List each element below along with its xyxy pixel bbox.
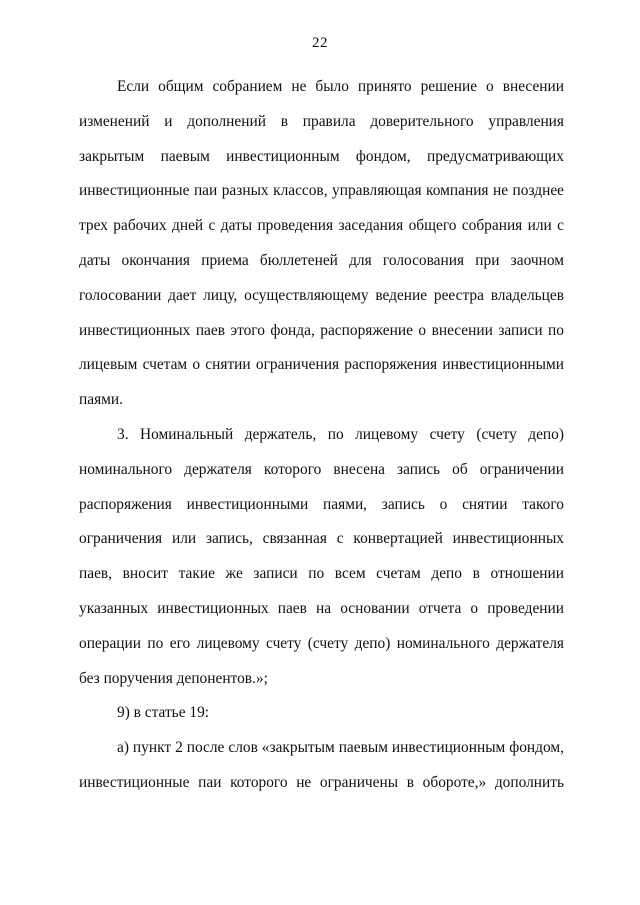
paragraph-removal-of-restriction: Если общим собранием не было принято решение о внесении изменений и дополнений в правила доверительного управления закрытым паевым инвестиционным фондом, предусматривающих инвестиционные паи разных классов, управляющая компания не позднее трех рабочих дней с даты проведения заседания общего собрания или с даты окончания приема бюллетеней для голосования при заочном голосовании дает лицу, осуществляющему ведение реестра владельцев инвестиционных паев этого фонда, распоряжение о внесении записи по лицевым счетам о снятии ограничения распоряжения инвестиционными паями. xyxy=(79,78,564,409)
paragraph-article-19: 9) в статье 19: xyxy=(117,704,210,722)
paragraph-nominee-holder: 3. Номинальный держатель, по лицевому счету (счету депо) номинального держателя которого внесена запись об ограничении распоряжения инвестиционными паями, запись о снятии такого ограничения или запись, связанная с конвертацией инвестиционных паев, вносит такие же записи по всем счетам депо в отношении указанных инвестиционных паев на основании отчета о проведении операции по его лицевому счету (счету депо) номинального держателя без поручения депонентов.»; xyxy=(79,425,564,687)
page-number: 22 xyxy=(312,35,328,51)
document-body xyxy=(79,70,564,801)
paragraph-clause-a: а) пункт 2 после слов «закрытым паевым инвестиционным фондом, инвестиционные паи которого не ограничены в обороте,» дополнить xyxy=(79,739,564,791)
